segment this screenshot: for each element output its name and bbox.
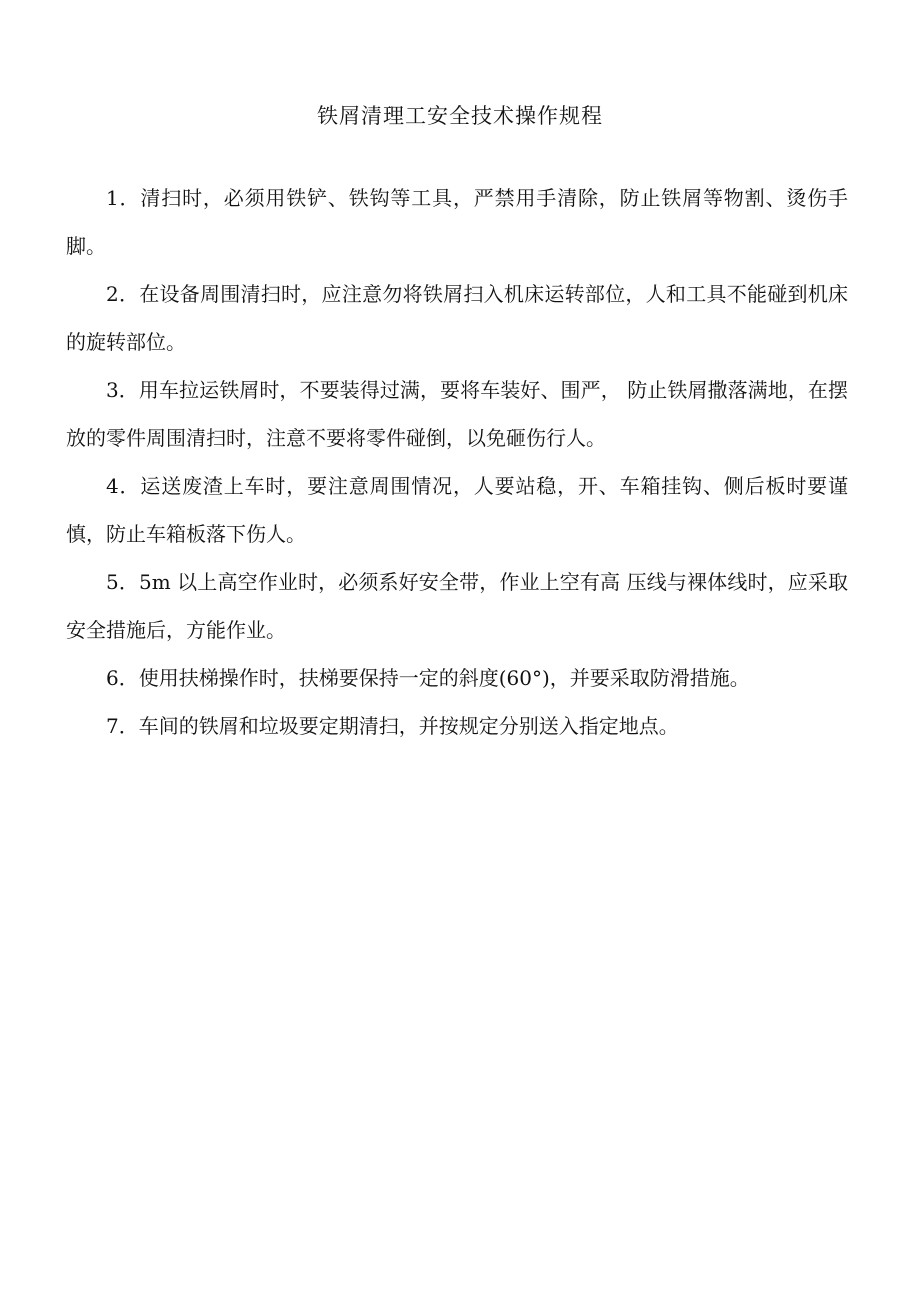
regulation-item-4: 4．运送废渣上车时，要注意周围情况，人要站稳，开、车箱挂钩、侧后板时要谨慎，防止车箱板落下伤人。 bbox=[66, 474, 848, 546]
regulation-item-3: 3．用车拉运铁屑时，不要装得过满，要将车装好、围严， 防止铁屑撒落满地，在摆放的零件周围清扫时，注意不要将零件碰倒，以免砸伤行人。 bbox=[66, 378, 848, 450]
regulation-item-7: 7．车间的铁屑和垃圾要定期清扫，并按规定分别送入指定地点。 bbox=[106, 714, 679, 738]
regulation-item-6: 6．使用扶梯操作时，扶梯要保持一定的斜度(60°)，并要采取防滑措施。 bbox=[106, 666, 750, 690]
regulation-item-1: 1．清扫时，必须用铁铲、铁钩等工具，严禁用手清除，防止铁屑等物割、烫伤手脚。 bbox=[66, 186, 848, 258]
document-title: 铁屑清理工安全技术操作规程 bbox=[317, 104, 603, 128]
regulation-item-5: 5．5m 以上高空作业时，必须系好安全带，作业上空有高 压线与裸体线时，应采取安全措施后，方能作业。 bbox=[66, 570, 848, 642]
regulation-list bbox=[66, 174, 848, 750]
regulation-item-2: 2．在设备周围清扫时，应注意勿将铁屑扫入机床运转部位，人和工具不能碰到机床的旋转部位。 bbox=[66, 282, 848, 354]
